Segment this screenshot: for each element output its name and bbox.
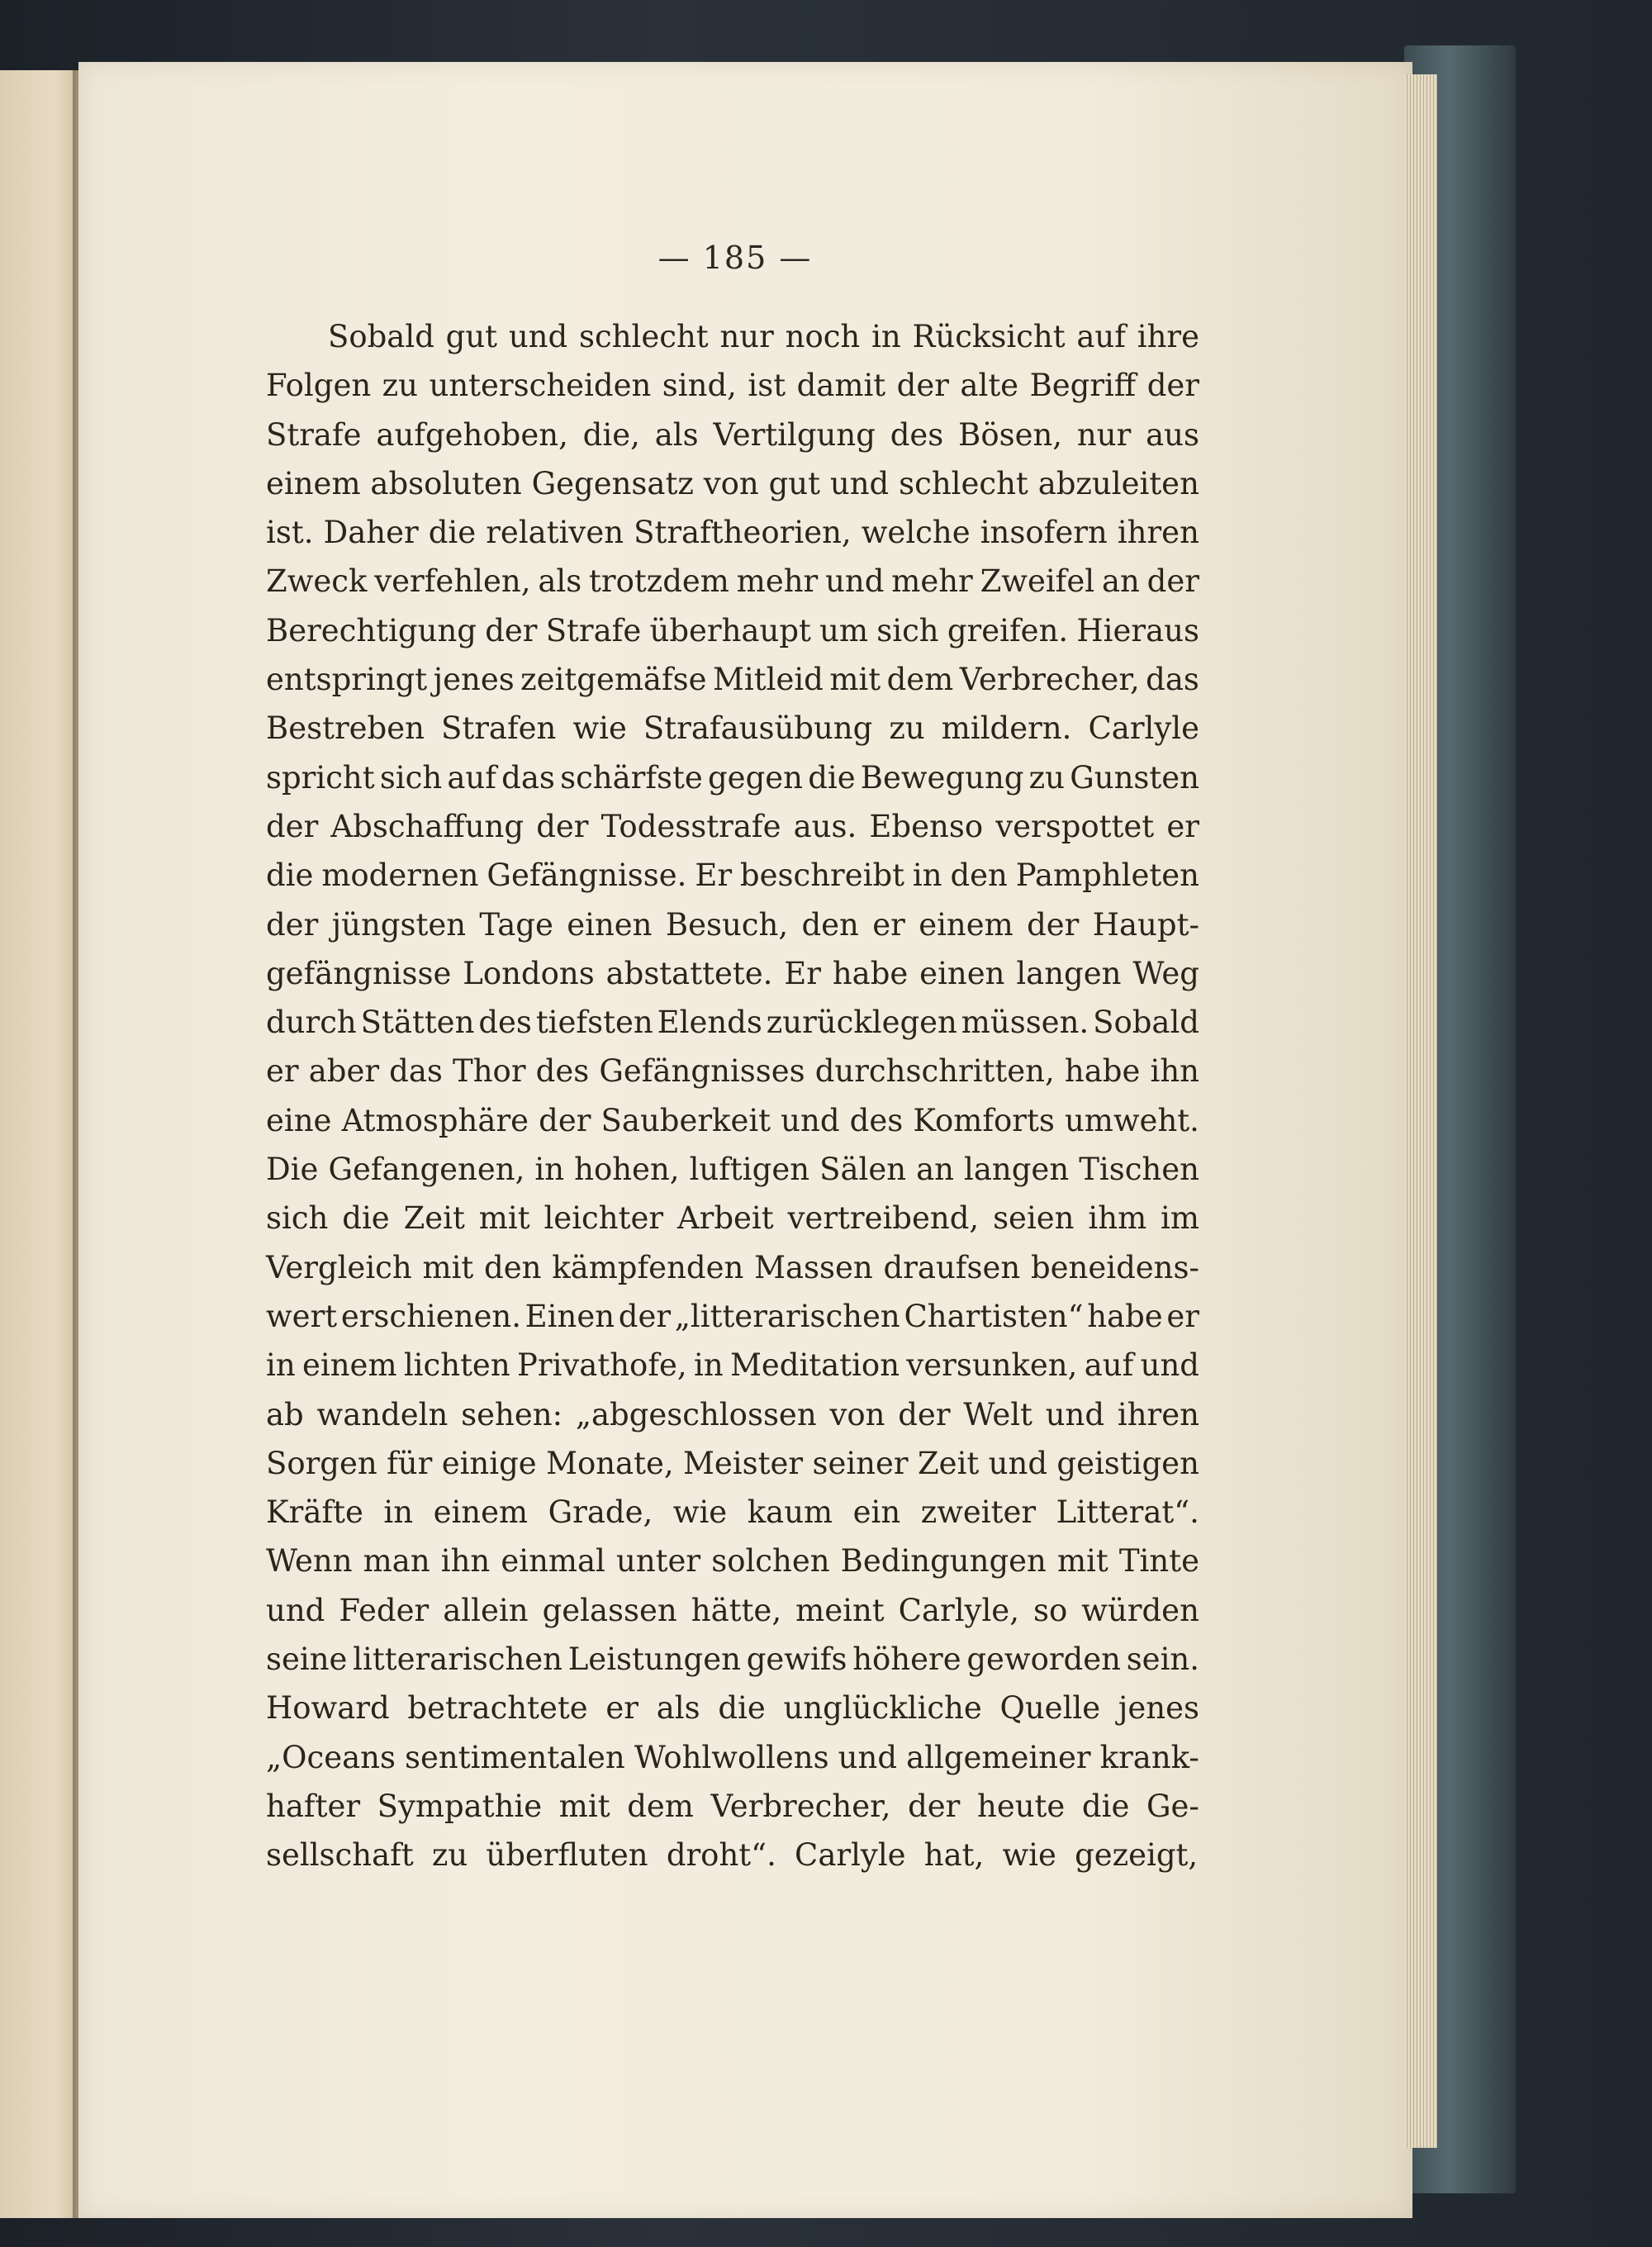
text-line: entspringt jenes zeitgemäfse Mitleid mit dem Verbrecher, das xyxy=(266,662,1199,698)
text-line: Strafe aufgehoben, die, als Vertilgung des Bösen, nur aus xyxy=(266,416,1199,453)
text-line: wert erschienen. Einen der „litterarischen Chartisten“ habe er xyxy=(266,1298,1199,1334)
text-line: spricht sich auf das schärfste gegen die Bewegung zu Gunsten xyxy=(266,759,1199,796)
text-line: in einem lichten Privathofe, in Meditation versunken, auf und xyxy=(266,1347,1199,1384)
text-line: Vergleich mit den kämpfenden Massen draufsen beneidens- xyxy=(266,1249,1199,1285)
text-line: und Feder allein gelassen hätte, meint Carlyle, so würden xyxy=(266,1592,1199,1628)
text-line: die modernen Gefängnisse. Er beschreibt in den Pamphleten xyxy=(266,857,1199,894)
text-line: Kräfte in einem Grade, wie kaum ein zweiter Litterat“. xyxy=(266,1494,1199,1531)
text-line: seine litterarischen Leistungen gewifs höhere geworden sein. xyxy=(266,1641,1199,1678)
page-edges xyxy=(1404,74,1437,2148)
text-line: er aber das Thor des Gefängnisses durchschritten, habe ihn xyxy=(266,1053,1199,1090)
text-line: sellschaft zu überfluten droht“. Carlyle hat, wie gezeigt, xyxy=(266,1837,1199,1874)
text-line: Die Gefangenen, in hohen, luftigen Sälen an langen Tischen xyxy=(266,1152,1199,1188)
text-line: Sobald gut und schlecht nur noch in Rücksicht auf ihre xyxy=(328,319,1199,354)
text-line: „Oceans sentimentalen Wohlwollens und allgemeiner krank- xyxy=(266,1739,1199,1775)
text-line: einem absoluten Gegensatz von gut und schlecht abzuleiten xyxy=(266,465,1199,501)
page-number: — 185 — xyxy=(657,240,813,276)
text-line: Bestreben Strafen wie Strafausübung zu mildern. Carlyle xyxy=(266,710,1199,747)
text-line: hafter Sympathie mit dem Verbrecher, der heute die Ge- xyxy=(266,1788,1199,1824)
text-line: ab wandeln sehen: „abgeschlossen von der Welt und ihren xyxy=(266,1396,1199,1432)
body-text xyxy=(266,312,1199,1880)
text-line: der jüngsten Tage einen Besuch, den er einem der Haupt- xyxy=(266,906,1199,943)
text-line: gefängnisse Londons abstattete. Er habe einen langen Weg xyxy=(266,955,1199,991)
text-line: ist. Daher die relativen Straftheorien, welche insofern ihren xyxy=(266,515,1199,551)
text-line: Sorgen für einige Monate, Meister seiner Zeit und geistigen xyxy=(266,1445,1199,1481)
text-line: Folgen zu unterscheiden sind, ist damit der alte Begriff der xyxy=(266,368,1199,404)
text-line: eine Atmosphäre der Sauberkeit und des Komforts umweht. xyxy=(266,1102,1199,1138)
left-page-fragment xyxy=(0,70,78,2218)
text-line: sich die Zeit mit leichter Arbeit vertreibend, seien ihm im xyxy=(266,1200,1199,1237)
text-line: Zweck verfehlen, als trotzdem mehr und mehr Zweifel an der xyxy=(266,563,1199,600)
text-line: durch Stätten des tiefsten Elends zurücklegen müssen. Sobald xyxy=(266,1005,1199,1041)
text-line: Howard betrachtete er als die unglückliche Quelle jenes xyxy=(266,1690,1199,1727)
text-line: der Abschaffung der Todesstrafe aus. Ebenso verspottet er xyxy=(266,808,1199,844)
text-line: Wenn man ihn einmal unter solchen Bedingungen mit Tinte xyxy=(266,1543,1199,1580)
text-line: Berechtigung der Strafe überhaupt um sich greifen. Hieraus xyxy=(266,612,1199,648)
